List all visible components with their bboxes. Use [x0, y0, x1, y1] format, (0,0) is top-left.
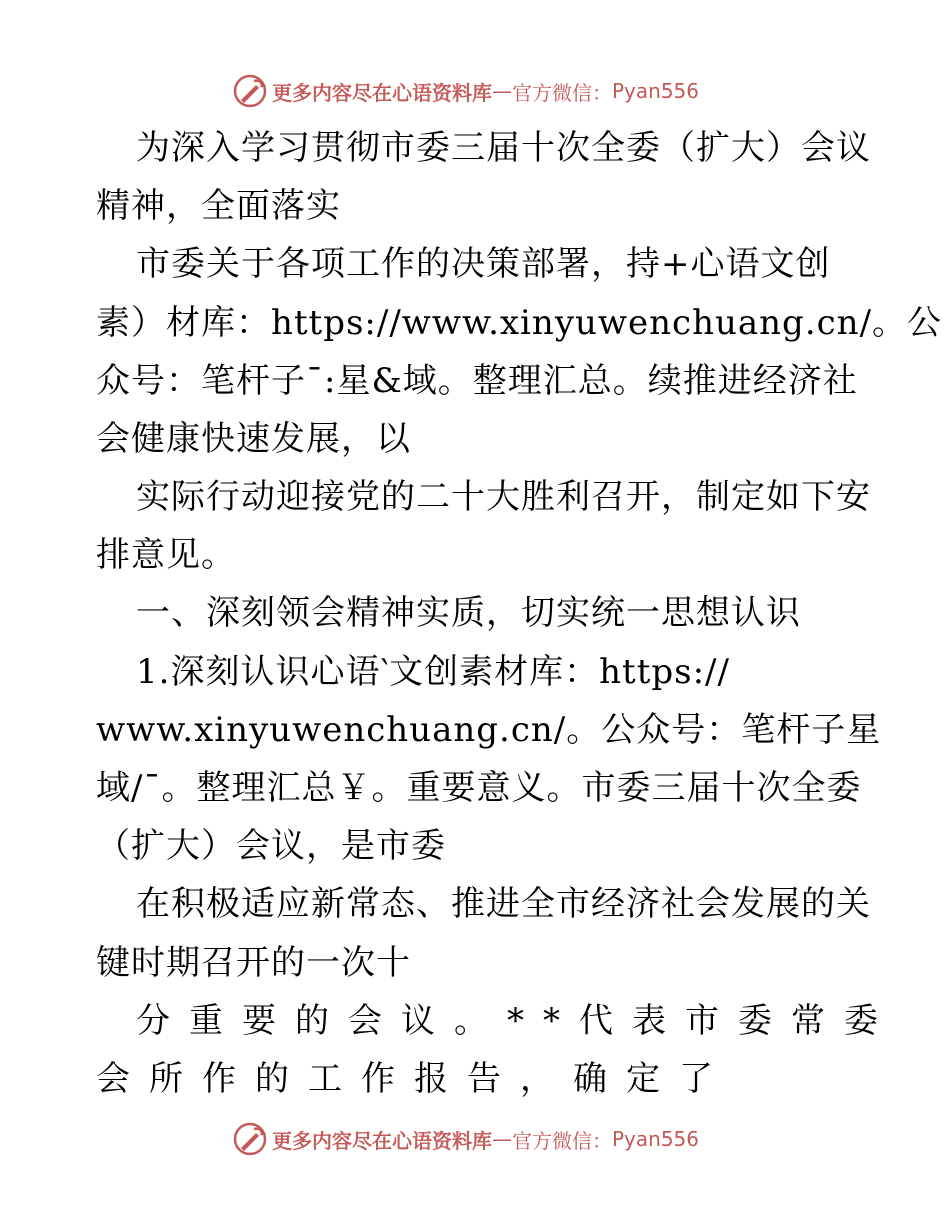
body-line: 市委关于各项工作的决策部署，持+心语文创	[136, 244, 831, 284]
watermark-footer	[232, 1121, 699, 1157]
watermark-wechat-label: 官方微信：	[512, 1128, 612, 1153]
body-line: 在积极适应新常态、推进全市经济社会发展的关	[136, 884, 871, 924]
body-line: 域/¯。整理汇总￥。重要意义。市委三届十次全委	[96, 768, 862, 808]
body-line: 为深入学习贯彻市委三届十次全委（扩大）会议	[136, 128, 871, 168]
body-line: 众号：笔杆子¯:星&域。整理汇总。续推进经济社	[96, 361, 858, 401]
watermark-wechat-id: Pyan556	[612, 1127, 700, 1151]
body-line: www.xinyuwenchuang.cn/。公众号：笔杆子星	[96, 710, 882, 750]
body-line: 分重要的会议。**代表市委常委	[136, 1001, 897, 1041]
body-line: 1.深刻认识心语‵文创素材库：https://	[136, 652, 730, 692]
body-line: 素）材库：https://www.xinyuwenchuang.cn/。公	[96, 303, 943, 343]
pen-logo-icon	[232, 73, 268, 109]
body-line: 精神，全面落实	[96, 186, 341, 226]
pen-logo-icon	[232, 1121, 268, 1157]
watermark-separator: —	[492, 79, 512, 103]
body-line: 排意见。	[96, 535, 236, 575]
body-line: （扩大）会议，是市委	[96, 826, 446, 866]
body-line: 会所作的工作报告，确定了	[96, 1059, 732, 1099]
body-line: 会健康快速发展，以	[96, 419, 411, 459]
watermark-wechat-id: Pyan556	[612, 79, 700, 103]
watermark-brand-text: 更多内容尽在心语资料库	[272, 1128, 492, 1153]
watermark-header	[232, 73, 699, 109]
body-line: 实际行动迎接党的二十大胜利召开，制定如下安	[136, 477, 871, 517]
watermark-brand-text: 更多内容尽在心语资料库	[272, 80, 492, 105]
section-heading: 一、深刻领会精神实质，切实统一思想认识	[136, 593, 801, 633]
watermark-separator: —	[492, 1127, 512, 1151]
body-line: 键时期召开的一次十	[96, 943, 411, 983]
watermark-wechat-label: 官方微信：	[512, 80, 612, 105]
